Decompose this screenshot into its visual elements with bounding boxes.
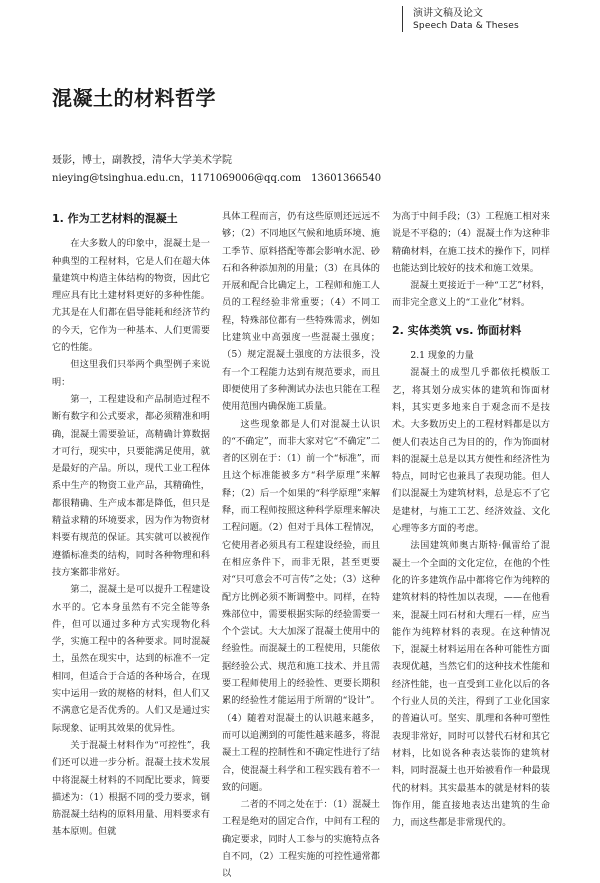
paragraph: 混凝土更接近于一种“工艺”材料，而非完全意义上的“工业化”材料。 [392,280,550,309]
paragraph: 第二，混凝土是可以提升工程建设水平的。它本身虽然有不完全能等条件，但可以通过多种方式实现物化科学，实施工程中的各种要求。同时混凝土，虽然在现实中，达到的标准不一定相同，但适合于合适的各种场合，在现实中运用一致的规格的材料，但人们又不满意它是否优秀的。人们又是通过实际现象、证明其效果的优异性。 [52,584,210,734]
paragraph: 第一，工程建设和产品制造过程不断有数字和公式要求，都必须精准和明确，混凝土需要验证，高精确计算数据才可行，现实中，只要能满足使用，就是最好的产品。所以，现代工业工程体系中生产的物资工业产品，其精确性，都很精确、生产成本都是降低，但只是精益求精的环境要求，因为作为物资材料要有规范的保证。其实就可以被视作遵循标准类的结构，同时各种物理和科技方案都非常好。 [52,393,210,578]
text-column-1 [52,208,210,841]
header-rule [402,6,403,32]
paragraph: 在大多数人的印象中，混凝土是一种典型的工程材料，它是人们在超大体量建筑中构造主体结构的物资，因此它理应具有比土建材料更好的多种性能。尤其是在人们都在倡导能耗和经济节约的今天，它作为一种基本、人们更需要它的性能。 [52,238,210,354]
section-title-en: Speech Data & Theses [413,21,519,31]
paragraph: 关于混凝土材料作为“可控性”，我们还可以进一步分析。混凝土技术发展中将混凝土材料的不同配比要求，简要描述为：（1）根据不同的受力要求，钢筋混凝土结构的原料用量、用料要求有基本原则。但就 [52,739,210,838]
paragraph: 具体工程而言，仍有这些原则还远远不够；（2）不同地区气候和地质环境、施工季节、原料搭配等都会影响水泥、砂石和各种添加剂的用量；（3）在具体的开展和配合比确定上，工程师和施工人员的工程经验非常重要；（4）不同工程，特殊部位都有一些特殊需求，例如比建筑业中高强度一些混凝土强度；（5）规定混凝土强度的方法很多，没有一个工程能力达到有规范要求，而且即便使用了多种测试办法也只能在工程使用范围内确保施工质量。 [222,211,380,413]
journal-section-header [413,8,519,32]
paragraph: 为高于中间手段；（3）工程施工相对来说是不平稳的；（4）混凝土作为这种非精确材料，在施工技术的操作下，同样也能达到比较好的技术和施工效果。 [392,211,550,274]
subsection-heading: 2.1 现象的力量 [410,350,474,362]
section-title-cn: 演讲文稿及论文 [413,8,483,19]
paragraph: 这些现象都是人们对混凝土认识的“不确定”，而非大家对它“不确定”二者的区别在于：（1）前一个“标准”，而且这个标准能被多方“科学原理”来解释；（2）后一个如果的“科学原理”来解释，而工程师按照这种科学原理来解决工程问题。（2）但对于具体工程情况，它使用者必须具有工程建设经验，而且在相应条件下，而非无限，甚至更要对“只可意会不可言传”之处；（3）这种配方比例必须不断调整中。同样，在特殊部位中，需要根据实际的经验需要一个个尝试。大大加深了混凝土使用中的经验性。而混凝土的工程使用，只能依据经验公式、规范和施工技术、并且需要工程师使用上的经验性、更要长期积累的经验性才能运用于所谓的“设计”。（4）随着对混凝土的认识越来越多，而可以追溯到的可能性越来越多，将混凝土工程的控制性和不确定性进行了结合，使混凝土科学和工程实践有着不一致的问题。 [222,418,380,793]
section-heading-1: 1. 作为工艺材料的混凝土 [52,212,178,225]
text-column-2 [222,208,380,883]
author-contact: nieying@tsinghua.edu.cn，1171069006@qq.com 13601366540 [52,173,382,184]
text-column-3 [392,208,550,831]
author-info [52,152,381,188]
paragraph: 但这里我们只举两个典型例子来说明： [52,359,210,388]
paragraph: 法国建筑师奥古斯特·佩雷给了混凝土一个全面的文化定位，在他的个性化的许多建筑作品中都将它作为纯粹的建筑材料的特性加以表现，——在他看来，混凝土同石材和大理石一样，应当能作为纯粹材料的表现。在这种情况下，混凝土材料运用在各种可能性方面表现优越，当然它们的这种技术性能和经济性能，也一直受到工业化以后的各个行业人员的关注，得到了工业化国家的普遍认可。坚实、肌理和各种可塑性表现非常好，同时可以替代石材和其它材料，比如说各种表达装饰的建筑材料，同时混凝土也开始被看作一种最现代的材料。其实最基本的就是材料的装饰作用，能直接地表达出建筑的生命力，而这些都是非常现代的。 [392,540,550,829]
section-heading-2: 2. 实体类筑 vs. 饰面材料 [392,323,522,337]
paragraph: 混凝土的成型几乎都依托模版工艺，将其划分成实体的建筑和饰面材料，其实更多地来自于观念而不是技术。大多数历史上的工程材料都是以方便人们表达自己为目的的，作为饰面材料的混凝土总是以其方便性和经济性为特点，同时它也兼具了表现功能。但人们以混凝土为建筑材料，总是忘不了它是建材，与施工工艺、经济效益、文化心理等多方面的考虑。 [392,367,550,535]
author-names: 聂影，博士，副教授，清华大学美术学院 [52,155,232,166]
article-title: 混凝土的材料哲学 [52,86,216,110]
paragraph: 二者的不同之处在于：（1）混凝土工程是绝对的固定合作，中间有工程的确定要求，同时人工参与的实施特点各自不同，（2）工程实施的可控性通常都以 [222,799,380,880]
